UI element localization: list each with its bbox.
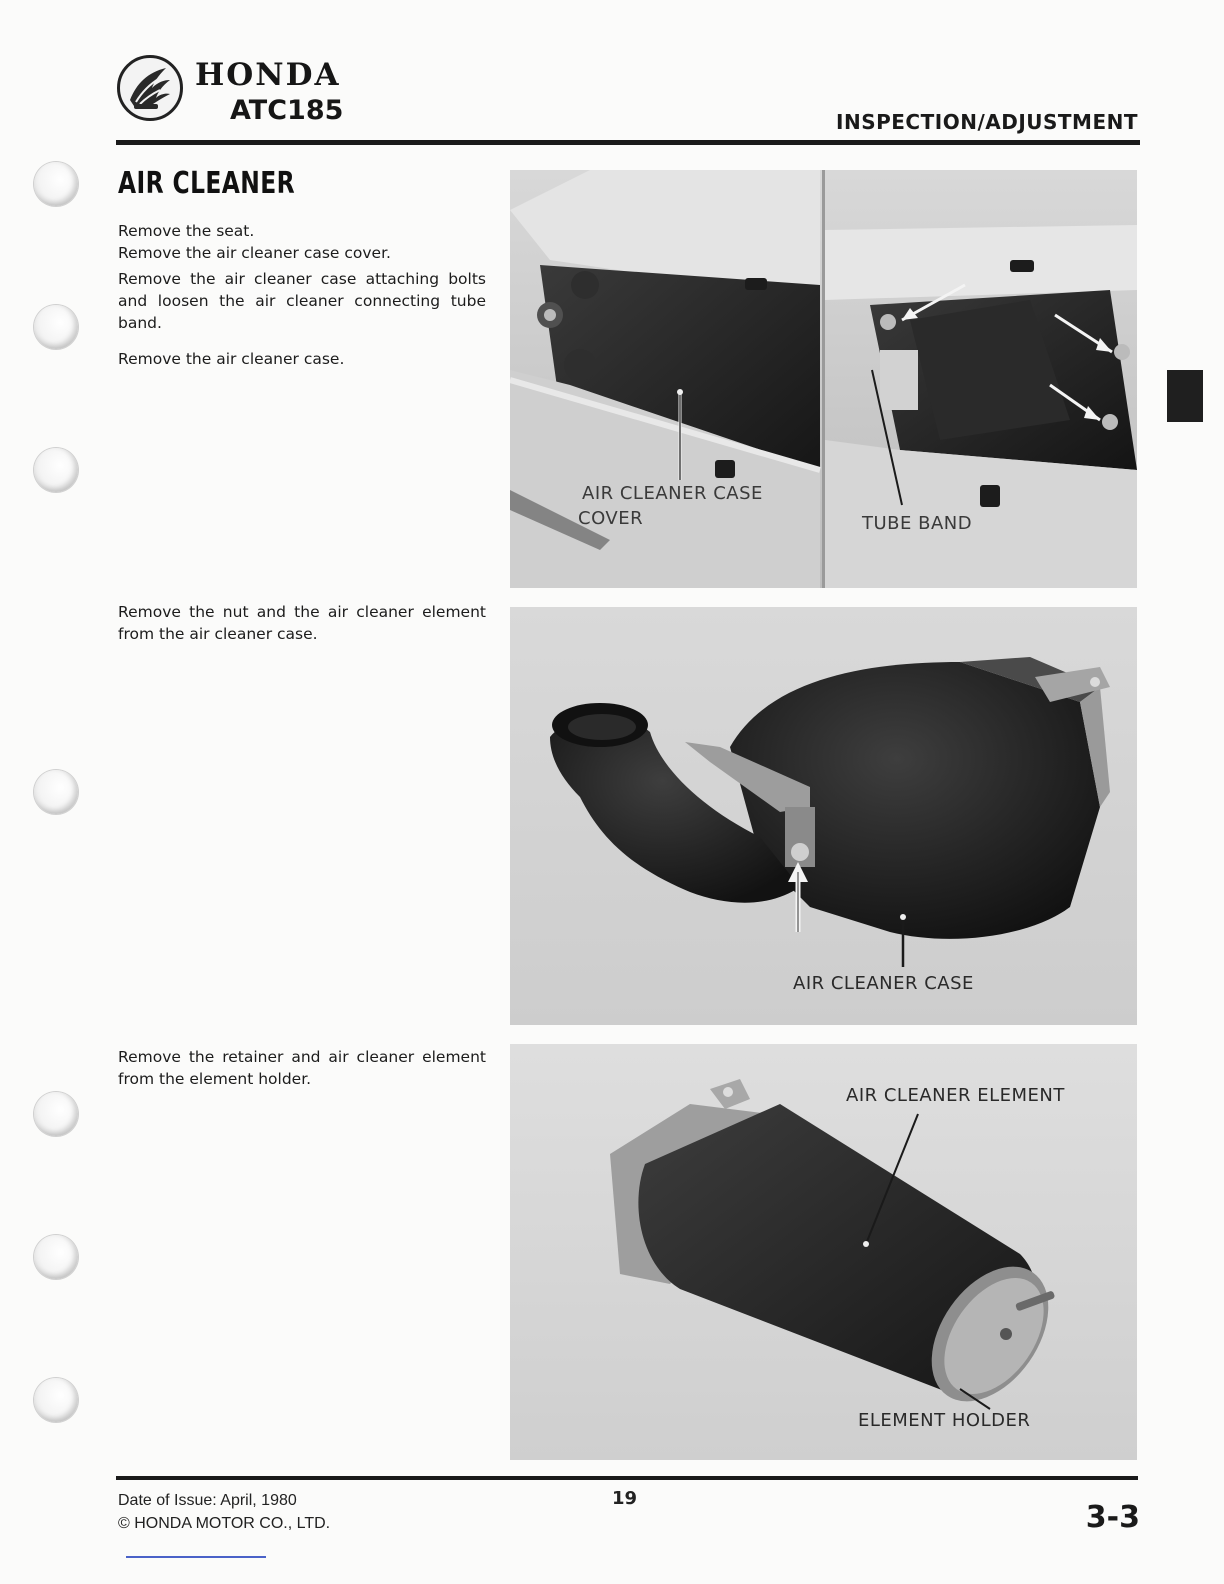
callout-tube-band: TUBE BAND <box>862 513 973 534</box>
honda-wing-logo <box>117 55 183 121</box>
figure-case-cover-photo <box>510 170 1137 588</box>
callout-case-cover-line2: COVER <box>578 508 644 529</box>
footer-rule <box>116 1476 1138 1480</box>
page-number: 19 <box>612 1488 638 1509</box>
binder-hole <box>34 1092 78 1136</box>
figure-element-holder-photo <box>510 1044 1137 1460</box>
instructions-block-2 <box>118 601 486 649</box>
instructions-block-3 <box>118 1046 486 1094</box>
step-remove-nut: Remove the nut and the air cleaner element from the air cleaner case. <box>118 603 486 643</box>
brand-name: HONDA <box>195 57 341 93</box>
step-remove-cover: Remove the air cleaner case cover. <box>118 244 391 262</box>
binder-hole <box>34 1235 78 1279</box>
model-name: ATC185 <box>230 95 344 126</box>
binder-hole <box>34 448 78 492</box>
page-heading: AIR CLEANER <box>118 166 296 201</box>
binder-hole <box>34 1378 78 1422</box>
binder-hole <box>34 770 78 814</box>
step-remove-retainer: Remove the retainer and air cleaner element from the element holder. <box>118 1048 486 1088</box>
instructions-block-1 <box>118 220 486 374</box>
issue-date: Date of Issue: April, 1980 <box>118 1492 297 1509</box>
underline-mark <box>126 1556 266 1558</box>
copyright: © HONDA MOTOR CO., LTD. <box>118 1515 331 1532</box>
step-remove-bolts: Remove the air cleaner case attaching bolts and loosen the air cleaner connecting tube band. <box>118 270 486 332</box>
section-tab-marker <box>1167 370 1203 422</box>
binder-hole <box>34 162 78 206</box>
callout-case-cover-line1: AIR CLEANER CASE <box>582 483 763 504</box>
callout-air-cleaner-case: AIR CLEANER CASE <box>793 973 974 994</box>
figure-air-cleaner-case-photo <box>510 607 1137 1025</box>
wing-icon <box>120 58 180 118</box>
step-remove-seat: Remove the seat. <box>118 222 255 240</box>
header-rule <box>116 140 1140 145</box>
binder-hole <box>34 305 78 349</box>
section-title: INSPECTION/ADJUSTMENT <box>836 110 1138 134</box>
chapter-number: 3-3 <box>1085 1500 1140 1535</box>
step-remove-case: Remove the air cleaner case. <box>118 350 345 368</box>
callout-air-cleaner-element: AIR CLEANER ELEMENT <box>846 1085 1065 1106</box>
callout-element-holder: ELEMENT HOLDER <box>858 1410 1031 1431</box>
